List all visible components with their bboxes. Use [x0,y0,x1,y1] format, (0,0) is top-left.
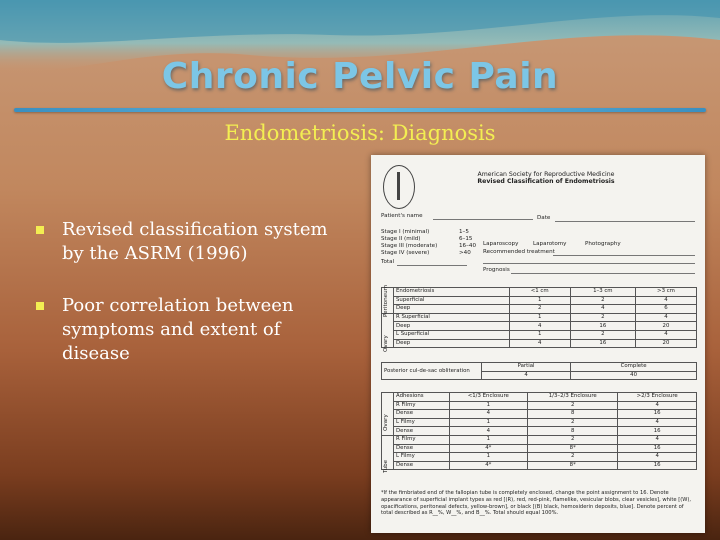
endometriosis-table: Endometriosis <1 cm 1–3 cm >3 cm Superficial 1 2 4 Deep 2 4 6 R Superficial 1 2 4 Deep 4 16 20 L Superficial 1 2 4 Deep 4 16 20 [381,287,697,348]
form-header-1: American Society for Reproductive Medicine [477,171,615,178]
asrm-classification-form-image: American Society for Reproductive Medicine Revised Classification of Endometriosis Patient's name Date Stage I (minimal) 1–5 Stage II (mild) 6–15 Stage III (moderate) 16–40 Stage IV (severe) >40 Total Laparoscopy Laparotomy Photography Recommended treatment Prognosis Endometriosis <1 cm 1–3 cm >3 cm Superficial 1 2 4 Deep 2 4 6 R Superficial 1 2 4 Deep 4 16 20 L Superficial 1 2 4 Deep 4 16 20 Peritoneum Ovary Posterior cul-de-sac obliteration Partial Complete 4 40 Adhesions <1/3 Enclosure 1/3–2/3 Enclosure >2/3 Enclosure R Filmy 1 2 4 Dense 4 8 16 L Filmy 1 2 4 Dense 4 8 16 R Filmy 1 2 4 Dense 4* 8* 16 L Filmy 1 2 4 Dense 4* 8* 16 Ovary Tube *If the fimbriated end of the fallopian tube is completely enclosed, change the point assignment to 16. Denote appearance of superficial implant types as red [(R), red, red-pink, flamelike, vesicular blobs, clear vesicles], white [(W), opacifications, peritoneal defects, yellow-brown], or black [(B) black, hemosiderin deposits, blue]. Denote percent of total described as R__%, W__%, and B__%. Total should equal 100%. [371,155,705,533]
bullet-item: Revised classification system by the ASRM (1996) [34,218,334,266]
date-label: Date [537,215,551,221]
peritoneum-label: Peritoneum [383,284,389,317]
slide-title: Chronic Pelvic Pain [161,56,559,97]
form-footnote: *If the fimbriated end of the fallopian tube is completely enclosed, change the point assignment to 16. Denote appearance of superficial implant types as red [(R), red, red-pink, flamelike, vesicular blobs, clear vesicles], white [(W), opacifications, peritoneal defects, yellow-brown], or black [(B) black, hemosiderin deposits, blue]. Denote percent of total described as R__%, W__%, and B__%. Total should equal 100%. [381,490,692,517]
form-header-2: Revised Classification of Endometriosis [477,178,615,185]
cul-de-sac-table: Posterior cul-de-sac obliteration Partial Complete 4 40 [381,362,697,380]
bullet-square-icon [36,302,44,310]
bullet-item: Poor correlation between symptoms and extent of disease [34,294,334,366]
ovary-label-1: Ovary [383,335,389,352]
bullet-square-icon [36,226,44,234]
slide-subtitle: Endometriosis: Diagnosis [224,121,496,145]
title-divider [14,108,706,112]
adhesions-table: Adhesions <1/3 Enclosure 1/3–2/3 Enclosure >2/3 Enclosure R Filmy 1 2 4 Dense 4 8 16 L Filmy 1 2 4 Dense 4 8 16 R Filmy 1 2 4 Dense 4* 8* 16 L Filmy 1 2 4 Dense 4* 8* 16 [381,392,697,470]
tube-label: Tube [383,459,389,473]
bullet-list [34,218,334,394]
asrm-seal-icon [383,165,415,209]
ovary-label-2: Ovary [383,414,389,431]
patient-name-label: Patient's name [381,213,423,219]
